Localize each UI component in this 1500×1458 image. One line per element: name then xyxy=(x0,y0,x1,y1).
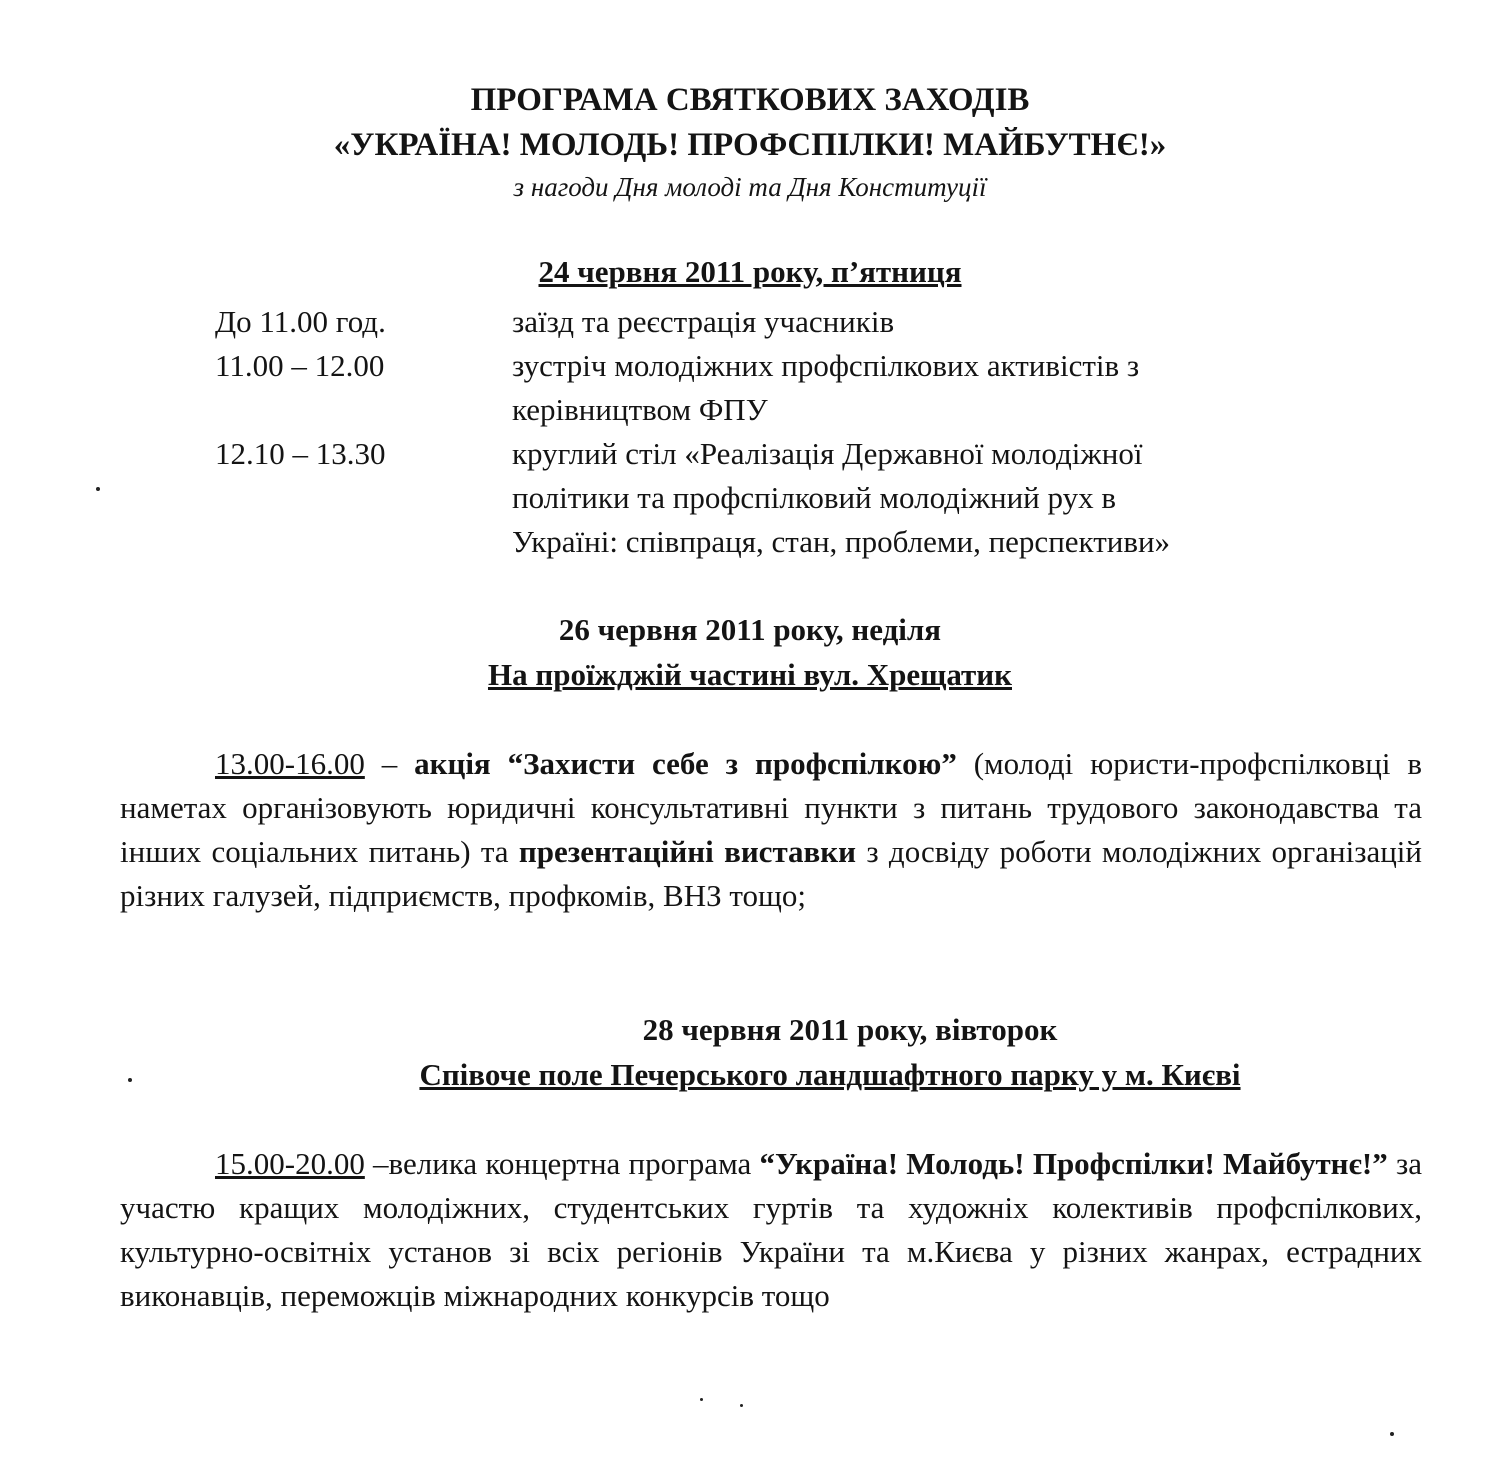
day2-paragraph xyxy=(120,742,1422,918)
scan-speck xyxy=(96,487,100,491)
scan-speck xyxy=(128,1078,132,1082)
scan-speck xyxy=(1390,1432,1394,1436)
schedule-desc-2-line-2: керівництвом ФПУ xyxy=(512,392,768,427)
day2-time: 13.00-16.00 xyxy=(215,746,365,781)
title-line-2: «УКРАЇНА! МОЛОДЬ! ПРОФСПІЛКИ! МАЙБУТНЄ!» xyxy=(333,127,1167,163)
day2-separator: – xyxy=(364,746,415,781)
day3-event: “Україна! Молодь! Профспілки! Майбутнє!” xyxy=(759,1146,1388,1181)
schedule-time-1: До 11.00 год. xyxy=(215,304,386,339)
day2-heading: 26 червня 2011 року, неділя xyxy=(558,612,942,647)
schedule-desc-3-line-1: круглий стіл «Реалізація Державної молодіжної xyxy=(512,436,1143,471)
day2-text-1: (молоді юристи-профспілковці в наметах організовують юридичні консультативні пункти з питань трудового законодавства та інших соціальних питань) та xyxy=(120,746,1423,869)
day2-event: акція “Захисти себе з профспілкою” xyxy=(414,746,957,781)
schedule-desc-3-line-3: Україні: співпраця, стан, проблеми, перспективи» xyxy=(512,524,1171,559)
day2-text-2: з досвіду роботи молодіжних організацій різних галузей, підприємств, профкомів, ВНЗ тощо; xyxy=(120,834,1422,913)
day3-text-1: за участю кращих молодіжних, студентських гуртів та художніх колективів профспілкових, культурно-освітніх установ зі всіх регіонів України та м.Києва у різних жанрах, естрадних виконавців, переможців міжнародних конкурсів тощо xyxy=(120,1146,1422,1313)
scan-speck xyxy=(740,1404,743,1407)
day3-heading: 28 червня 2011 року, вівторок xyxy=(642,1012,1058,1047)
day3-time: 15.00-20.00 xyxy=(215,1146,365,1181)
schedule-desc-3-line-2: політики та профспілковий молодіжний рух в xyxy=(512,480,1116,515)
schedule-desc-2-line-1: зустріч молодіжних профспілкових активістів з xyxy=(512,348,1140,383)
schedule-time-3: 12.10 – 13.30 xyxy=(215,436,386,471)
day3-separator: –велика концертна програма xyxy=(364,1146,760,1181)
day3-paragraph xyxy=(120,1142,1422,1318)
schedule-desc-1-line-1: заїзд та реєстрація учасників xyxy=(512,304,895,339)
day3-location: Співоче поле Печерського ландшафтного парку у м. Києві xyxy=(419,1057,1241,1092)
title-line-1: ПРОГРАМА СВЯТКОВИХ ЗАХОДІВ xyxy=(470,82,1030,118)
schedule-time-2: 11.00 – 12.00 xyxy=(215,348,385,383)
scan-speck xyxy=(700,1398,703,1401)
day1-heading: 24 червня 2011 року, п’ятниця xyxy=(538,254,962,289)
subtitle: з нагоди Дня молоді та Дня Конституції xyxy=(513,172,987,202)
day2-event-2: презентаційні виставки xyxy=(518,834,857,869)
day2-location: На проїжджій частині вул. Хрещатик xyxy=(487,657,1012,692)
